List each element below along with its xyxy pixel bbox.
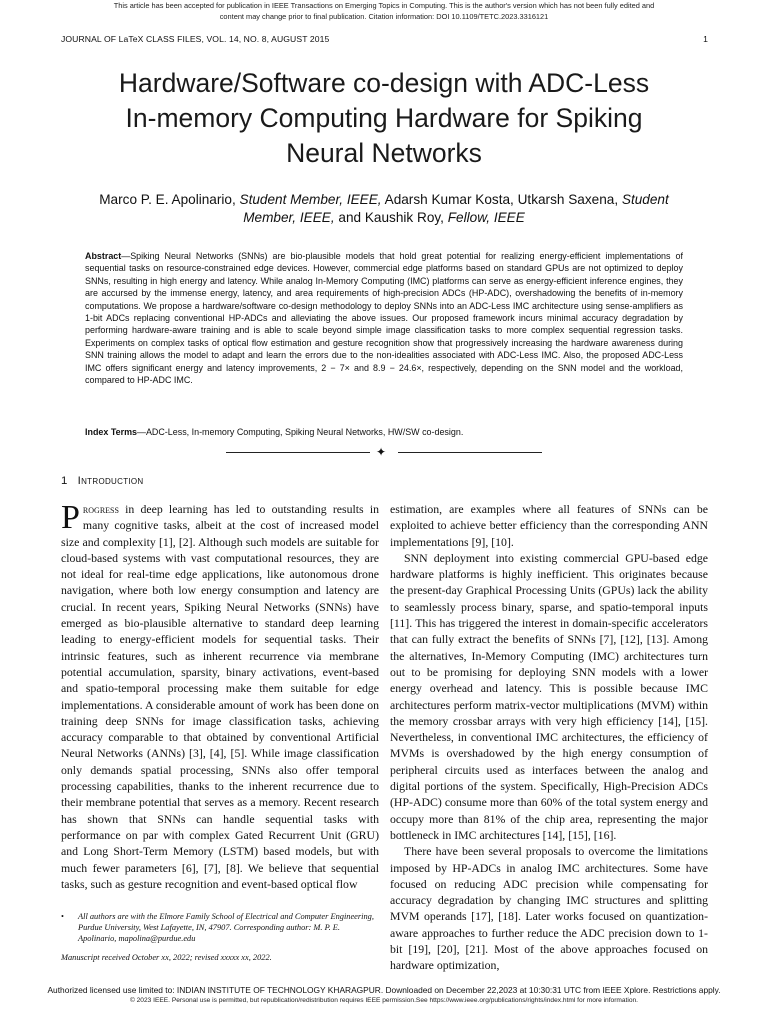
section-number: 1 [61,475,68,487]
intro-paragraph-1 [61,501,379,892]
author-1: Marco P. E. Apolinario, [99,192,236,207]
left-column [61,501,379,892]
abstract-label: Abstract [85,251,122,261]
footnote-bullet: • [61,912,64,921]
drop-cap: P [61,499,80,536]
separator-diamond: ✦ [376,445,387,459]
copyright-line: © 2023 IEEE. Personal use is permitted, but republication/redistribution requires IEEE permission.See https://www.ieee.org/publications/rights/index.html for more information. [129,997,639,1004]
publication-notice [0,0,768,22]
right-column [390,501,708,974]
title-line-2: In-memory Computing Hardware for Spiking [125,103,643,133]
author-2-role: Student Member, IEEE, [243,192,669,225]
abstract [85,250,683,386]
separator-line-right [398,452,542,453]
affiliation-footnote [61,911,379,944]
index-terms-text: —ADC-Less, In-memory Computing, Spiking Neural Networks, HW/SW co-design. [137,427,464,437]
smallcaps-lead: rogress [82,502,119,516]
author-list [80,191,688,227]
author-3: and Kaushik Roy, [338,210,444,225]
section-heading [61,475,144,487]
license-line: Authorized licensed use limited to: INDIAN INSTITUTE OF TECHNOLOGY KHARAGPUR. Downloaded on December 22,2023 at 10:30:31 UTC from IEEE Xplore. Restrictions apply. [47,985,721,995]
manuscript-note: Manuscript received October xx, 2022; revised xxxxx xx, 2022. [61,953,272,962]
paper-title [60,66,708,171]
index-terms-label: Index Terms [85,427,137,437]
footnote-text: All authors are with the Elmore Family School of Electrical and Computer Engineering, Purdue University, West Lafayette, IN, 47907. Corresponding author: M. P. E. Apolinario, mapolina@purdue.edu [78,912,374,943]
notice-line-2: content may change prior to final publication. Citation information: DOI 10.1109/TETC.2023.3316121 [219,12,549,21]
author-2: Adarsh Kumar Kosta, Utkarsh Saxena, [384,192,619,207]
page-number: 1 [703,34,708,44]
title-line-1: Hardware/Software co-design with ADC-Less [118,68,650,98]
intro-paragraph-2: SNN deployment into existing commercial GPU-based edge hardware platforms is highly inefficient. This originates because the present-day Graphical Processing Units (GPUs) lack the ability to seamlessly process binary, sparse, and spatio-temporal inputs [11]. This has triggered the interest in domain-specific accelerators that can fully extract the benefits of SNNs [7], [12], [13]. Among the alternatives, In-Memory Computing (IMC) architectures turn out to be promising for deploying SNN models with a lower energy overhead and latency. This is possible because IMC architectures perform matrix-vector multiplications (MVM) within the memory crossbar arrays with very high efficiency [14], [15]. Nevertheless, in conventional IMC architectures, the efficiency of MVMs is overshadowed by the high energy consumption of peripheral circuits used as interfaces between the analog and digital portions of the system. Specifically, High-Precision ADCs (HP-ADC) consume more than 60% of the total system energy and occupy more than 81% of the chip area, representing the major bottleneck in IMC architectures [14], [15], [16]. [390,550,708,842]
intro-paragraph-1-cont: estimation, are examples where all features of SNNs can be exploited to achieve better efficiency than the corresponding ANN implementations [9], [10]. [390,502,708,549]
intro-paragraph-1-text: in deep learning has led to outstanding results in many cognitive tasks, albeit at the cost of increased model size and complexity [1], [2]. Although such models are suitable for cloud-based systems with vast computational resources, they are not ideal for real-time edge applications, like autonomous drone navigation, where both low energy consumption and latency are crucial. In recent years, Spiking Neural Networks (SNNs) have emerged as bio-plausible alternative to standard deep learning leading to energy-efficient models for sequential tasks. Their intrinsic features, such as inherent recurrence via membrane potential accumulation, sparsity, binary activations, event-based and spatio-temporal processing make them suitable for edge implementations. A considerable amount of work has been done on training deep SNNs for image classification tasks, achieving accuracy comparable to that obtained by conventional Artificial Neural Networks (ANNs) [3], [4], [5]. While image classification only demands spatial processing, SNNs also offer temporal processing capabilities, thanks to the inherent recurrence due to their membrane potential that serves as a memory. Recent research has shown that SNNs can handle sequential tasks with performance on par with complex Gated Recurrent Unit (GRU) and Long Short-Term Memory (LSTM) based models, but with much fewer parameters [6], [7], [8]. We believe that sequential tasks, such as gesture recognition and event-based optical flow [61,502,379,891]
journal-name: JOURNAL OF LaTeX CLASS FILES, VOL. 14, NO. 8, AUGUST 2015 [61,34,330,44]
index-terms [85,426,683,438]
author-3-role: Fellow, IEEE [447,210,525,225]
author-1-role: Student Member, IEEE, [239,192,382,207]
notice-line-1: This article has been accepted for publication in IEEE Transactions on Emerging Topics in Computing. This is the author's version which has not been fully edited and [113,1,655,10]
intro-paragraph-3: There have been several proposals to overcome the limitations imposed by HP-ADCs in analog IMC architectures. Some have focused on reducing ADC precision while compensating for accuracy degradation by changing IMC structures and splitting MVM operands [17], [18]. Later works focused on quantization-aware approaches to further reduce the ADC precision down to 1-bit [19], [20], [21]. Most of the above approaches focused on hardware optimization, [390,844,708,973]
abstract-text: —Spiking Neural Networks (SNNs) are bio-plausible models that hold great potential for realizing energy-efficient implementations of sequential tasks on resource-constrained edge devices. However, commercial edge platforms based on standard GPUs are not optimized to deploy SNNs, resulting in high energy and latency. While analog In-Memory Computing (IMC) platforms can serve as energy-efficient inference engines, they are accursed by the immense energy, latency, and area requirements of high-precision ADCs (HP-ADC), overshadowing the benefits of in-memory computations. We propose a hardware/software co-design methodology to deploy SNNs into an ADC-Less IMC architecture using sense-amplifiers as 1-bit ADCs replacing conventional HP-ADCs and alleviating the above issues. Our proposed framework incurs minimal accuracy degradation by performing hardware-aware training and is able to scale beyond simple image classification tasks to more complex sequential regression tasks. Experiments on complex tasks of optical flow estimation and gesture recognition show that progressively increasing the hardware awareness during SNN training allows the model to adapt and learn the errors due to the non-idealities associated with ADC-Less IMC. Also, the proposed ADC-Less IMC offers significant energy and latency improvements, 2 − 7× and 8.9 − 24.6×, respectively, depending on the SNN model and the workload, compared to HP-ADC IMC. [85,251,683,386]
running-head [61,34,708,44]
separator-line-left [226,452,370,453]
title-line-3: Neural Networks [286,138,482,168]
section-title: Introduction [77,475,144,487]
